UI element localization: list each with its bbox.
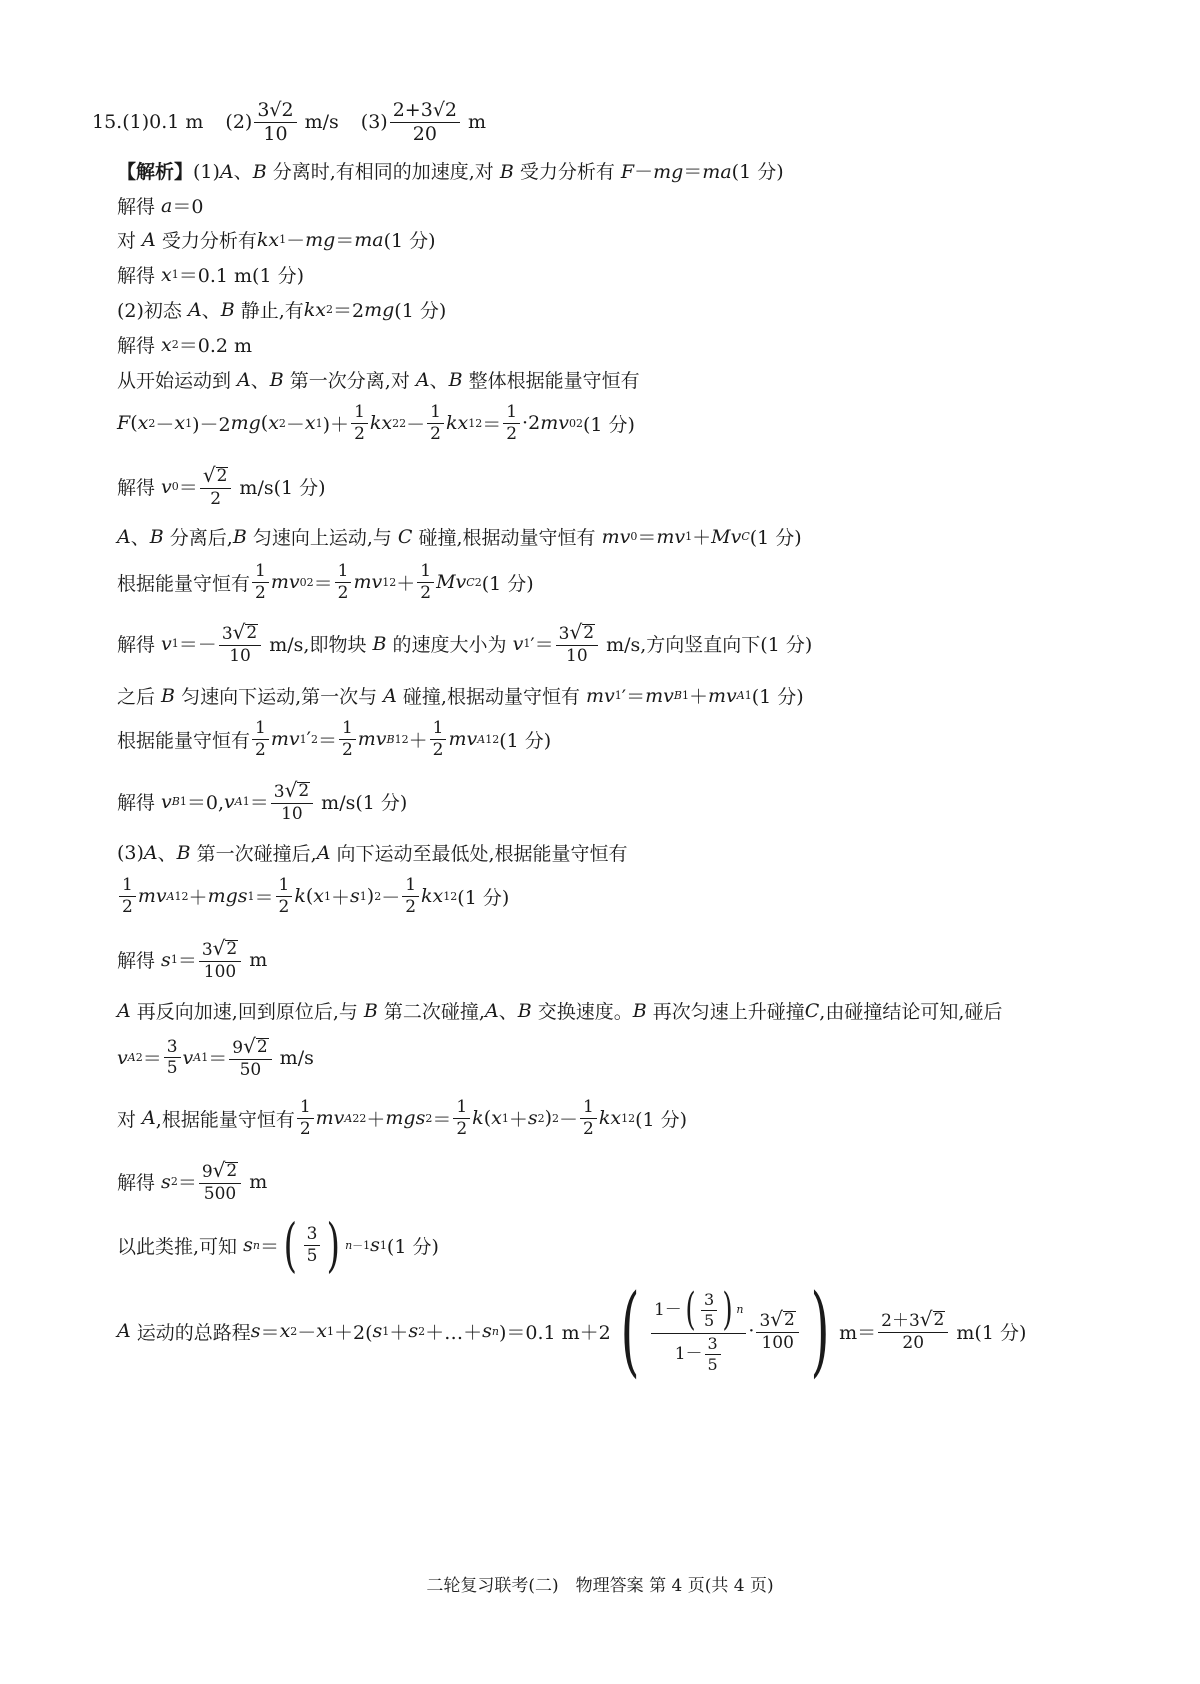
- answer-summary: [92, 100, 486, 145]
- analysis-line-10: A 、 B 分离后, B 匀速向上运动,与 C 碰撞,根据动量守恒有 mv 0 ＝ mv 1 ＋ Mv C (1 分): [117, 525, 802, 549]
- analysis-line-7: 从开始运动到 A 、 B 第一次分离,对 A 、 B 整体根据能量守恒有: [117, 368, 640, 392]
- analysis-line-3: 对 A 受力分析有 kx 1 － mg ＝ ma (1 分): [117, 228, 436, 252]
- answer-part3-fraction: $\frac{2+3√2}{20}$: [390, 100, 460, 145]
- analysis-line-1: [117, 157, 784, 184]
- answer-part2-prefix: (2): [225, 111, 253, 134]
- analysis-line-22: 解得 s 2 ＝ 9 √ 2 500 m: [117, 1158, 268, 1204]
- page-footer: 二轮复习联考(二) 物理答案 第 4 页(共 4 页): [426, 1576, 774, 1596]
- analysis-line-12: 解得 v 1 ＝－ 3 √ 2 10 m/s,即物块 B 的速度大小为 v 1 ′＝ 3 √ 2 10 m/s,方向竖直向下(1 分): [117, 620, 813, 666]
- answer-part1: 15.(1)0.1 m: [92, 111, 204, 134]
- analysis-line-9: 解得 v 0 ＝ √ 2 2 m/s(1 分): [117, 463, 326, 509]
- analysis-line-2: 解得 a ＝0: [117, 194, 204, 218]
- analysis-tag: 【解析】: [117, 161, 194, 183]
- analysis-line-13: 之后 B 匀速向下运动,第一次与 A 碰撞,根据动量守恒有 mv 1 ′＝ mv B1 ＋ mv A1 (1 分): [117, 684, 804, 708]
- analysis-line-15: 解得 v B1 ＝0, v A1 ＝ 3 √ 2 10 m/s(1 分): [117, 778, 408, 824]
- analysis-line-5: (2)初态 A 、 B 静止,有 kx 2 ＝2 mg (1 分): [117, 298, 447, 322]
- analysis-line-21: 对 A ,根据能量守恒有 $\frac{1}{2}$ mv A2 2 ＋ mgs 2 ＝ $\frac{1}{2}$ k ( x 1 ＋ s 2 ) 2 － $\frac{1}{2}$ kx 1 2 (1 分): [117, 1097, 688, 1139]
- analysis-line-17: $\frac{1}{2}$ mv A1 2 ＋ mgs 1 ＝ $\frac{1}{2}$ k ( x 1 ＋ s 1 ) 2 － $\frac{1}{2}$ kx 1 2 (1 分): [117, 876, 509, 916]
- answer-part2-unit: m/s: [304, 111, 339, 134]
- analysis-line-14: 根据能量守恒有 $\frac{1}{2}$ mv 1 ′ 2 ＝ $\frac{1}{2}$ mv B1 2 ＋ $\frac{1}{2}$ mv A1 2 (1 分): [117, 718, 552, 760]
- answer-part2-fraction: $\frac{3√2}{10}$: [254, 100, 296, 145]
- analysis-line-16: (3) A 、 B 第一次碰撞后, A 向下运动至最低处,根据能量守恒有: [117, 841, 628, 865]
- analysis-line-11: 根据能量守恒有 $\frac{1}{2}$ mv 0 2 ＝ $\frac{1}{2}$ mv 1 2 ＋ $\frac{1}{2}$ Mv C 2 (1 分): [117, 561, 534, 603]
- line-1-text: (1)A、B 分离时,有相同的加速度,对 B 受力分析有 F－mg＝ma(1 分): [193, 161, 784, 183]
- analysis-line-4: 解得 x 1 ＝0.1 m(1 分): [117, 263, 305, 287]
- analysis-line-18: 解得 s 1 ＝ 3 √ 2 100 m: [117, 936, 268, 982]
- analysis-line-6: 解得 x 2 ＝0.2 m: [117, 333, 253, 357]
- analysis-line-19: A 再反向加速,回到原位后,与 B 第二次碰撞, A 、 B 交换速度。 B 再次匀速上升碰撞 C ,由碰撞结论可知,碰后: [117, 999, 1003, 1023]
- answer-part3-prefix: (3): [360, 111, 388, 134]
- analysis-line-23: 以此类推,可知 s n ＝ ( $\frac{3}{5}$ ) n－1 s 1 (1 分): [117, 1211, 439, 1279]
- answer-part3-unit: m: [468, 111, 487, 134]
- analysis-line-8: F ( x 2 － x 1 )－2 mg ( x 2 － x 1 )＋ $\frac{1}{2}$ kx 2 2 － $\frac{1}{2}$ kx 1 2 ＝ $\frac{1}{2}$ ·2 mv 0 2 (1 分): [117, 402, 635, 444]
- analysis-line-24: A 运动的总路程 s ＝ x 2 － x 1 ＋2( s 1 ＋ s 2 ＋…＋ s n )＝0.1 m＋2 ( 1－ ( $\frac{3}{5}$ ) n 1－ $\frac{3}{5}$ · 3 √ 2 100 ) m＝ 2＋3 √ 2 20 m(1 分): [117, 1274, 1027, 1388]
- analysis-line-20: v A2 ＝ $\frac{3}{5}$ v A1 ＝ 9 √ 2 50 m/s: [117, 1034, 314, 1080]
